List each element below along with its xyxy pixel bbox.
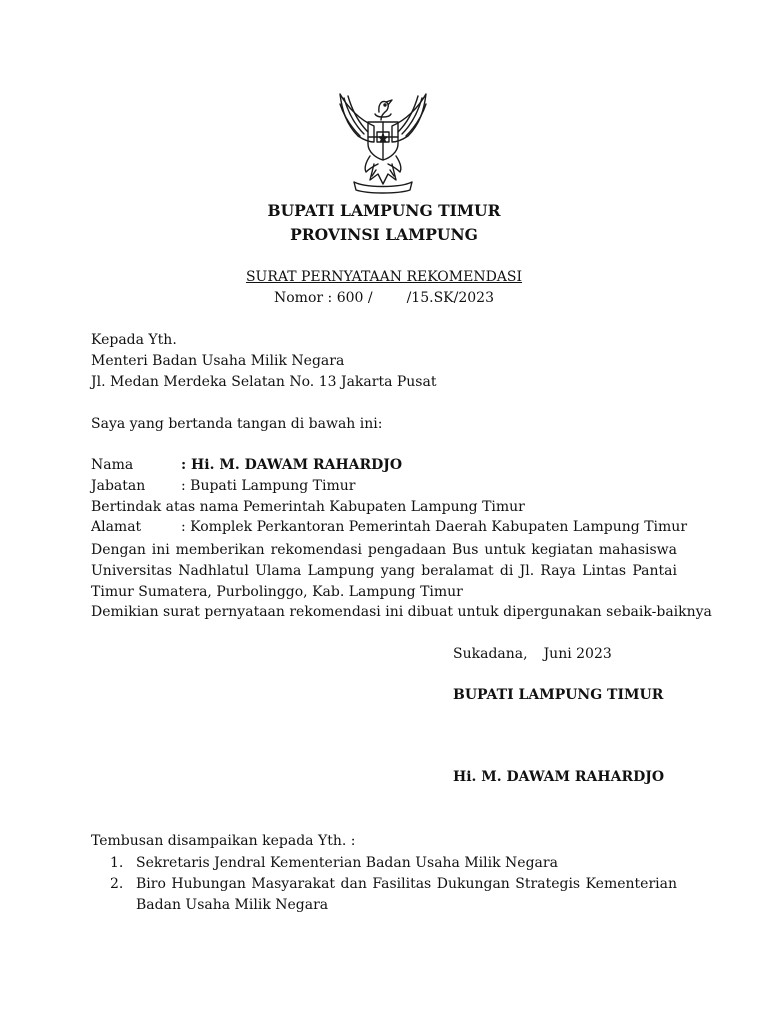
nama-row <box>91 457 402 473</box>
letter-number-suffix: /15.SK/2023 <box>406 290 494 306</box>
recipient-line-1: Kepada Yth. <box>91 332 177 348</box>
alamat-label: Alamat <box>91 519 142 535</box>
letterhead-line-1: BUPATI LAMPUNG TIMUR <box>267 201 501 220</box>
cc-item-number: 2. <box>110 876 124 892</box>
nama-label: Nama <box>91 457 134 473</box>
signature-place: Sukadana, <box>453 646 528 662</box>
closing-text: Demikian surat pernyataan rekomendasi ini dibuat untuk dipergunakan sebaik-baiknya <box>91 604 712 620</box>
signature-date <box>453 646 612 662</box>
letter-title: SURAT PERNYATAAN REKOMENDASI <box>245 269 523 285</box>
cc-item-number: 1. <box>110 855 124 871</box>
signature-position: BUPATI LAMPUNG TIMUR <box>453 687 664 703</box>
letter-number-prefix: Nomor : 600 / <box>274 290 373 306</box>
garuda-pancasila-emblem-icon <box>330 90 436 196</box>
cc-list-item <box>112 853 677 874</box>
recommendation-paragraph: Dengan ini memberikan rekomendasi pengadaan Bus untuk kegiatan mahasiswa Universitas Nadhlatul Ulama Lampung yang beralamat di Jl. Raya Lintas Pantai Timur Sumatera, Purbolinggo, Kab. Lampung Timur <box>91 542 677 600</box>
signature-month-year: Juni 2023 <box>543 646 612 662</box>
alamat-value: : Komplek Perkantoran Pemerintah Daerah Kabupaten Lampung Timur <box>181 519 688 535</box>
cc-item-text: Sekretaris Jendral Kementerian Badan Usaha Milik Negara <box>136 855 558 871</box>
bertindak-text: Bertindak atas nama Pemerintah Kabupaten Lampung Timur <box>91 499 525 515</box>
cc-item-text: Biro Hubungan Masyarakat dan Fasilitas Dukungan Strategis Kementerian Badan Usaha Milik Negara <box>136 876 677 913</box>
jabatan-row <box>91 478 355 494</box>
recipient-line-2: Menteri Badan Usaha Milik Negara <box>91 353 345 369</box>
jabatan-label: Jabatan <box>91 478 146 494</box>
cc-heading: Tembusan disampaikan kepada Yth. : <box>91 833 356 849</box>
jabatan-value: : Bupati Lampung Timur <box>181 478 356 494</box>
letter-number <box>0 290 768 306</box>
signature-name: Hi. M. DAWAM RAHARDJO <box>453 769 665 785</box>
nama-value: : Hi. M. DAWAM RAHARDJO <box>181 457 403 473</box>
intro-text: Saya yang bertanda tangan di bawah ini: <box>91 416 383 432</box>
recipient-line-3: Jl. Medan Merdeka Selatan No. 13 Jakarta Pusat <box>91 374 437 390</box>
cc-list-item <box>112 874 677 916</box>
letterhead-line-2: PROVINSI LAMPUNG <box>290 225 478 244</box>
alamat-row <box>91 519 687 535</box>
